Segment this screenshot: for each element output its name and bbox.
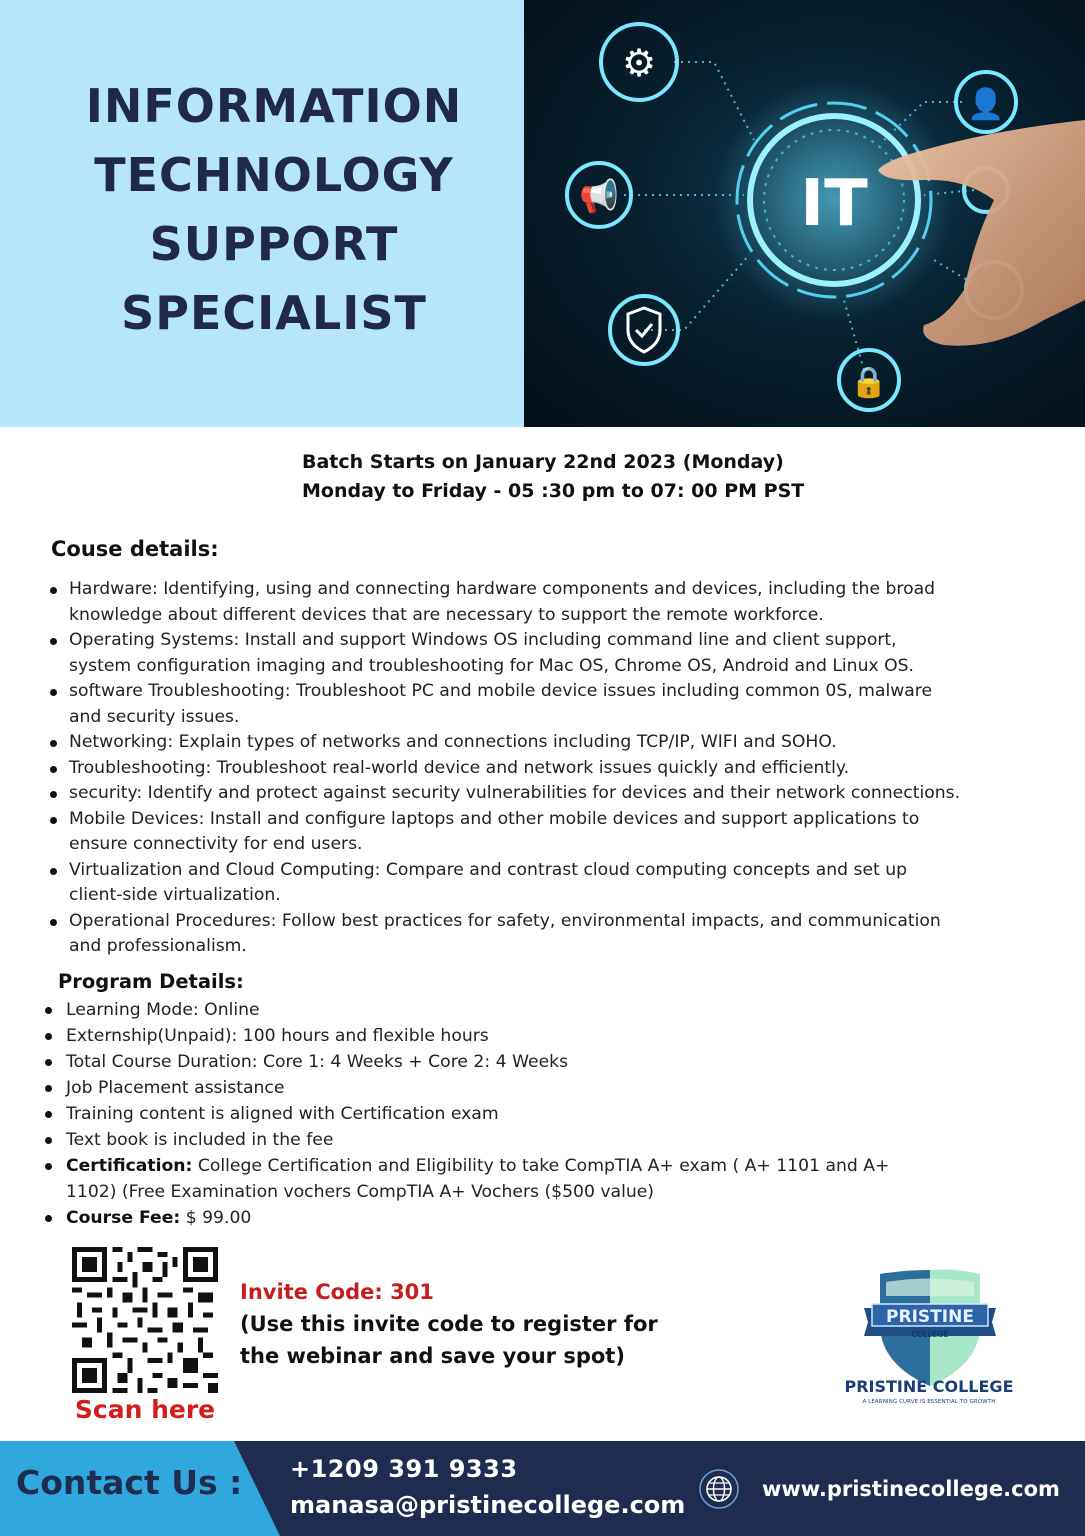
course-item: Troubleshooting: Troubleshoot real-world device and network issues quickly and efficiently. [47,756,1047,782]
program-item-fee [42,1205,942,1231]
program-item-certification [42,1153,942,1205]
page-title [0,72,548,348]
title-line-3: SUPPORT [149,217,399,271]
course-details-heading: Couse details: [51,537,219,561]
course-item: Networking: Explain types of networks and connections including TCP/IP, WIFI and SOHO. [47,730,1047,756]
course-details-list [47,577,1047,960]
title-line-4: SPECIALIST [121,286,427,340]
batch-start-date: Batch Starts on January 22nd 2023 (Monday) [302,451,784,473]
logo-name: PRISTINE COLLEGE [844,1377,1014,1396]
it-label: IT [800,167,868,241]
fee-value: $ 99.00 [180,1208,252,1228]
svg-text:👤: 👤 [967,87,1005,122]
contact-us-label: Contact Us : [16,1463,243,1502]
contact-phone[interactable]: +1209 391 9333 [290,1455,518,1483]
globe-icon [699,1469,739,1509]
it-circuit-illustration [524,0,1085,427]
title-line-1: INFORMATION [85,79,463,133]
course-item: Hardware: Identifying, using and connecting hardware components and devices, including the broad knowledge about different devices that are necessary to support the remote workforce. [47,577,1047,628]
website-link[interactable]: www.pristinecollege.com [762,1477,1060,1501]
course-item: Operating Systems: Install and support Windows OS including command line and client support, system configuration imaging and troubleshooting for Mac OS, Chrome OS, Android and Linux OS. [47,628,1047,679]
invite-code: Invite Code: 301 [240,1280,434,1304]
invite-block [240,1276,660,1372]
invite-instruction-1: (Use this invite code to register for [240,1312,658,1336]
course-item: Virtualization and Cloud Computing: Compare and contrast cloud computing concepts and set up client-side virtualization. [47,858,1047,909]
course-item: Mobile Devices: Install and configure laptops and other mobile devices and support applications to ensure connectivity for end users. [47,807,1047,858]
hero-it-image [524,0,1085,427]
footer [0,1441,1085,1536]
svg-text:📢: 📢 [579,177,619,215]
course-item: software Troubleshooting: Troubleshoot PC and mobile device issues including common 0S, malware and security issues. [47,679,1047,730]
program-item: Learning Mode: Online [42,997,942,1023]
certification-text-2: 1102) (Free Examination vochers CompTIA A+ Vochers ($500 value) [66,1182,655,1202]
program-item: Job Placement assistance [42,1075,942,1101]
logo-tagline: A LEARNING CURVE IS ESSENTIAL TO GROWTH [862,1399,996,1405]
class-timing: Monday to Friday - 05 :30 pm to 07: 00 PM PST [302,480,805,502]
certification-label: Certification: [66,1156,193,1176]
certification-text-1: College Certification and Eligibility to take CompTIA A+ exam ( A+ 1101 and A+ [192,1156,890,1176]
program-details-heading: Program Details: [58,970,244,993]
course-item: security: Identify and protect against security vulnerabilities for devices and their network connections. [47,781,1047,807]
svg-text:⚙: ⚙ [621,41,657,85]
program-item: Training content is aligned with Certification exam [42,1101,942,1127]
batch-schedule [302,448,902,506]
scan-here-label: Scan here [74,1395,216,1424]
contact-email[interactable]: manasa@pristinecollege.com [290,1491,686,1519]
svg-text:🔒: 🔒 [850,365,888,400]
program-item: Total Course Duration: Core 1: 4 Weeks + Core 2: 4 Weeks [42,1049,942,1075]
course-item: Operational Procedures: Follow best practices for safety, environmental impacts, and communication and professionalism. [47,909,1047,960]
fee-label: Course Fee: [66,1208,181,1228]
logo-banner-text: PRISTINE [886,1307,974,1327]
program-details-list [42,997,942,1231]
program-item: Externship(Unpaid): 100 hours and flexible hours [42,1023,942,1049]
program-item: Text book is included in the fee [42,1127,942,1153]
invite-instruction-2: the webinar and save your spot) [240,1344,625,1368]
title-line-2: TECHNOLOGY [94,148,454,202]
qr-code[interactable] [72,1247,218,1393]
logo-sub-text: COLLEGE [911,1330,949,1339]
